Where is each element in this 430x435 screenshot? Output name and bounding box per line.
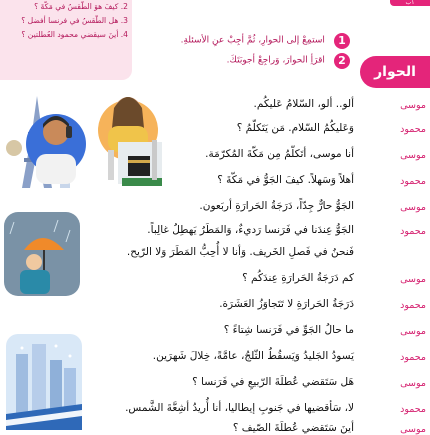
speaker-8: موسى [400,274,426,285]
speaker-11: محمود [400,352,426,363]
instruction-text-2: اقرَأِ الحوارَ، وَراجِعْ أجوبَتَكَ. [226,55,325,66]
speaker-12: موسى [400,378,426,389]
question-2: 2. كيفَ هوَ الطّقسُ في مَكّةَ ؟ [34,2,128,11]
speaker-13: محمود [400,404,426,415]
instruction-number-1: 1 [334,33,350,49]
speaker-2: محمود [400,124,426,135]
dialogue-line-1: ألو.. ألو، السّلامُ عَليكُم. [253,98,354,110]
question-4: 4. أينَ سيقضي محمود العُطلتين ؟ [21,30,128,39]
dialogue-line-10: ما حالُ الجَوِّ في فَرَنسا شِتاءً ؟ [223,324,354,336]
section-number: ١ب [405,0,415,6]
speaker-10: موسى [400,326,426,337]
dialogue-line-8: كم دَرَجَةُ الحَرارَةِ عِندَكُم ؟ [242,272,354,284]
dialogue-title: الحوار [360,56,430,88]
snowy-city-illustration [6,334,82,430]
dialogue-line-4: أهلاً وَسَهلاً. كيفَ الجَوُّ في مَكّةَ ؟ [217,174,354,186]
instruction-number-2: 2 [334,53,350,69]
dialogue-line-3: أنا موسى، أتَكلّمُ مِن مَكّةَ المُكرّمَة. [205,148,354,160]
dialogue-line-5: الجَوُّ حارٌّ جِدّاً، دَرَجَةُ الحَرارَةِ أربَعون. [199,200,354,212]
speaker-5: موسى [400,202,426,213]
mecca-woman-illustration [88,80,162,190]
speaker-14: موسى [400,424,426,435]
dialogue-line-9: دَرَجَةُ الحَرارَةِ لا تَتَجاوَزُ العَشَرَة. [219,298,354,310]
speaker-9: محمود [400,300,426,311]
instruction-2 [227,50,350,68]
speaker-4: محمود [400,176,426,187]
dialogue-line-11: يَسودُ الجَليدُ وَيَسقُطُ الثّلجُ، عامَّةً، خِلالَ شَهرَين. [152,350,354,362]
dialogue-line-7: فَنحنُ في فَصلِ الخَريف. وَأنا لا أُحِبُّ المَطَرَ وَلا الرّيح. [126,246,354,258]
man-on-phone-illustration [22,104,88,184]
questions-box [0,0,132,80]
speaker-3: موسى [400,150,426,161]
rainy-weather-illustration [4,212,80,296]
speaker-6: محمود [400,226,426,237]
instruction-1 [181,30,350,48]
speaker-1: موسى [400,100,426,111]
dialogue-line-6: الجَوُّ عِندَنا في فَرَنسا رَديءٌ، وَالمَطَرُ يَهطِلُ غالِباً. [147,224,354,236]
instruction-text-1: استمِعْ إلى الحوارِ، ثُمَّ أجِبْ عنِ الأسئلةِ. [180,35,325,46]
dialogue-line-12: هَل سَتَقضي عُطلَةَ الرّبيعِ في فَرَنسا ؟ [192,376,354,388]
dialogue-line-14: أينَ سَتَقضي عُطلَةَ الصّيف ؟ [232,422,354,434]
dialogue-line-13: لا، سَأقضيها في جَنوبِ إيطاليا، أنا أُريدُ أشِعَّةَ الشَّمس. [125,402,354,414]
question-3: 3. هل الطّقسُ في فرنسا أفضل ؟ [21,16,128,25]
dialogue-line-2: وَعَليكُمُ السّلام. مَن يَتَكلّمُ ؟ [236,122,354,134]
